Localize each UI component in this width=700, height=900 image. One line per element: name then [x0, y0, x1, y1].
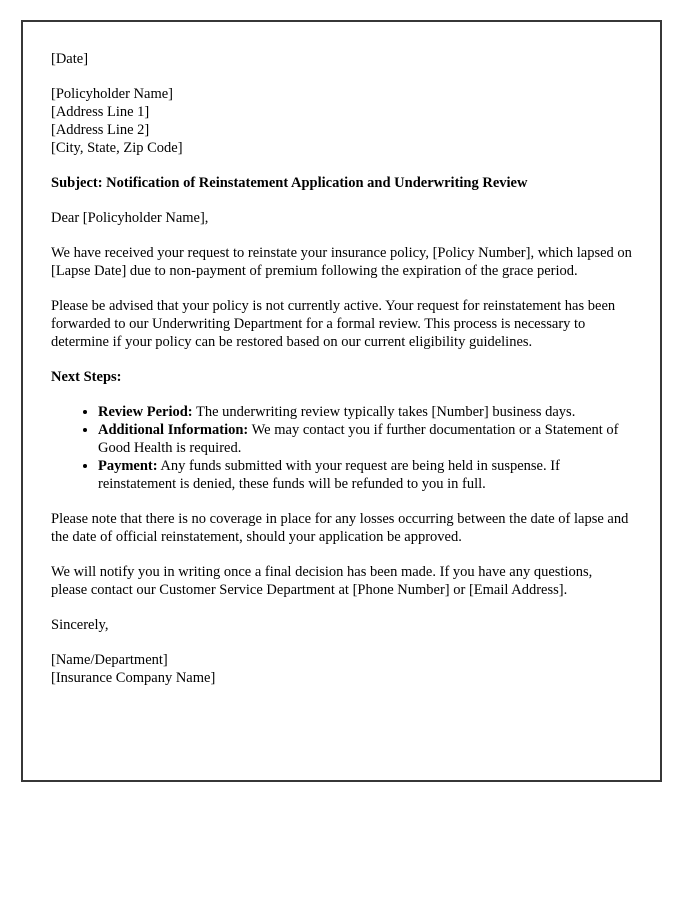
letter-page [21, 20, 662, 782]
salutation: Dear [Policyholder Name], [51, 210, 209, 226]
bullet-text: We may contact you if further documentation or a Statement of Good Health is required. [98, 422, 619, 456]
signature-block [51, 651, 632, 687]
recipient-address-line-1: [Address Line 1] [51, 104, 150, 120]
bullet-item-payment [98, 457, 632, 493]
recipient-city-state-zip: [City, State, Zip Code] [51, 140, 183, 156]
signature-company: [Insurance Company Name] [51, 670, 216, 686]
body-paragraph-2: Please be advised that your policy is not currently active. Your request for reinstatement has been forwarded to our Underwriting Department for a formal review. This process is necessary to determine if your policy can be restored based on our current eligibility guidelines. [51, 298, 616, 350]
bullet-text: The underwriting review typically takes [Number] business days. [196, 404, 576, 420]
recipient-address-block [51, 85, 632, 157]
next-steps-heading: Next Steps: [51, 369, 122, 385]
bullet-text: Any funds submitted with your request are being held in suspense. If reinstatement is denied, these funds will be refunded to you in full. [98, 458, 560, 492]
valediction: Sincerely, [51, 617, 109, 633]
subject-line: Subject: Notification of Reinstatement Application and Underwriting Review [51, 175, 528, 191]
bullet-item-additional-information [98, 421, 632, 457]
closing-paragraph-2: We will notify you in writing once a final decision has been made. If you have any questions, please contact our Customer Service Department at [Phone Number] or [Email Address]. [51, 564, 593, 598]
closing-paragraph-1: Please note that there is no coverage in place for any losses occurring between the date of lapse and the date of official reinstatement, should your application be approved. [51, 511, 629, 545]
next-steps-list [51, 403, 632, 493]
body-paragraph-1: We have received your request to reinstate your insurance policy, [Policy Number], which lapsed on [Lapse Date] due to non-payment of premium following the expiration of the grace period. [51, 245, 632, 279]
signature-name-department: [Name/Department] [51, 652, 168, 668]
bullet-label: Review Period: [98, 404, 193, 420]
date-line: [Date] [51, 51, 89, 67]
bullet-label: Additional Information: [98, 422, 249, 438]
recipient-name: [Policyholder Name] [51, 86, 174, 102]
recipient-address-line-2: [Address Line 2] [51, 122, 150, 138]
bullet-label: Payment: [98, 458, 158, 474]
bullet-item-review-period [98, 403, 632, 421]
